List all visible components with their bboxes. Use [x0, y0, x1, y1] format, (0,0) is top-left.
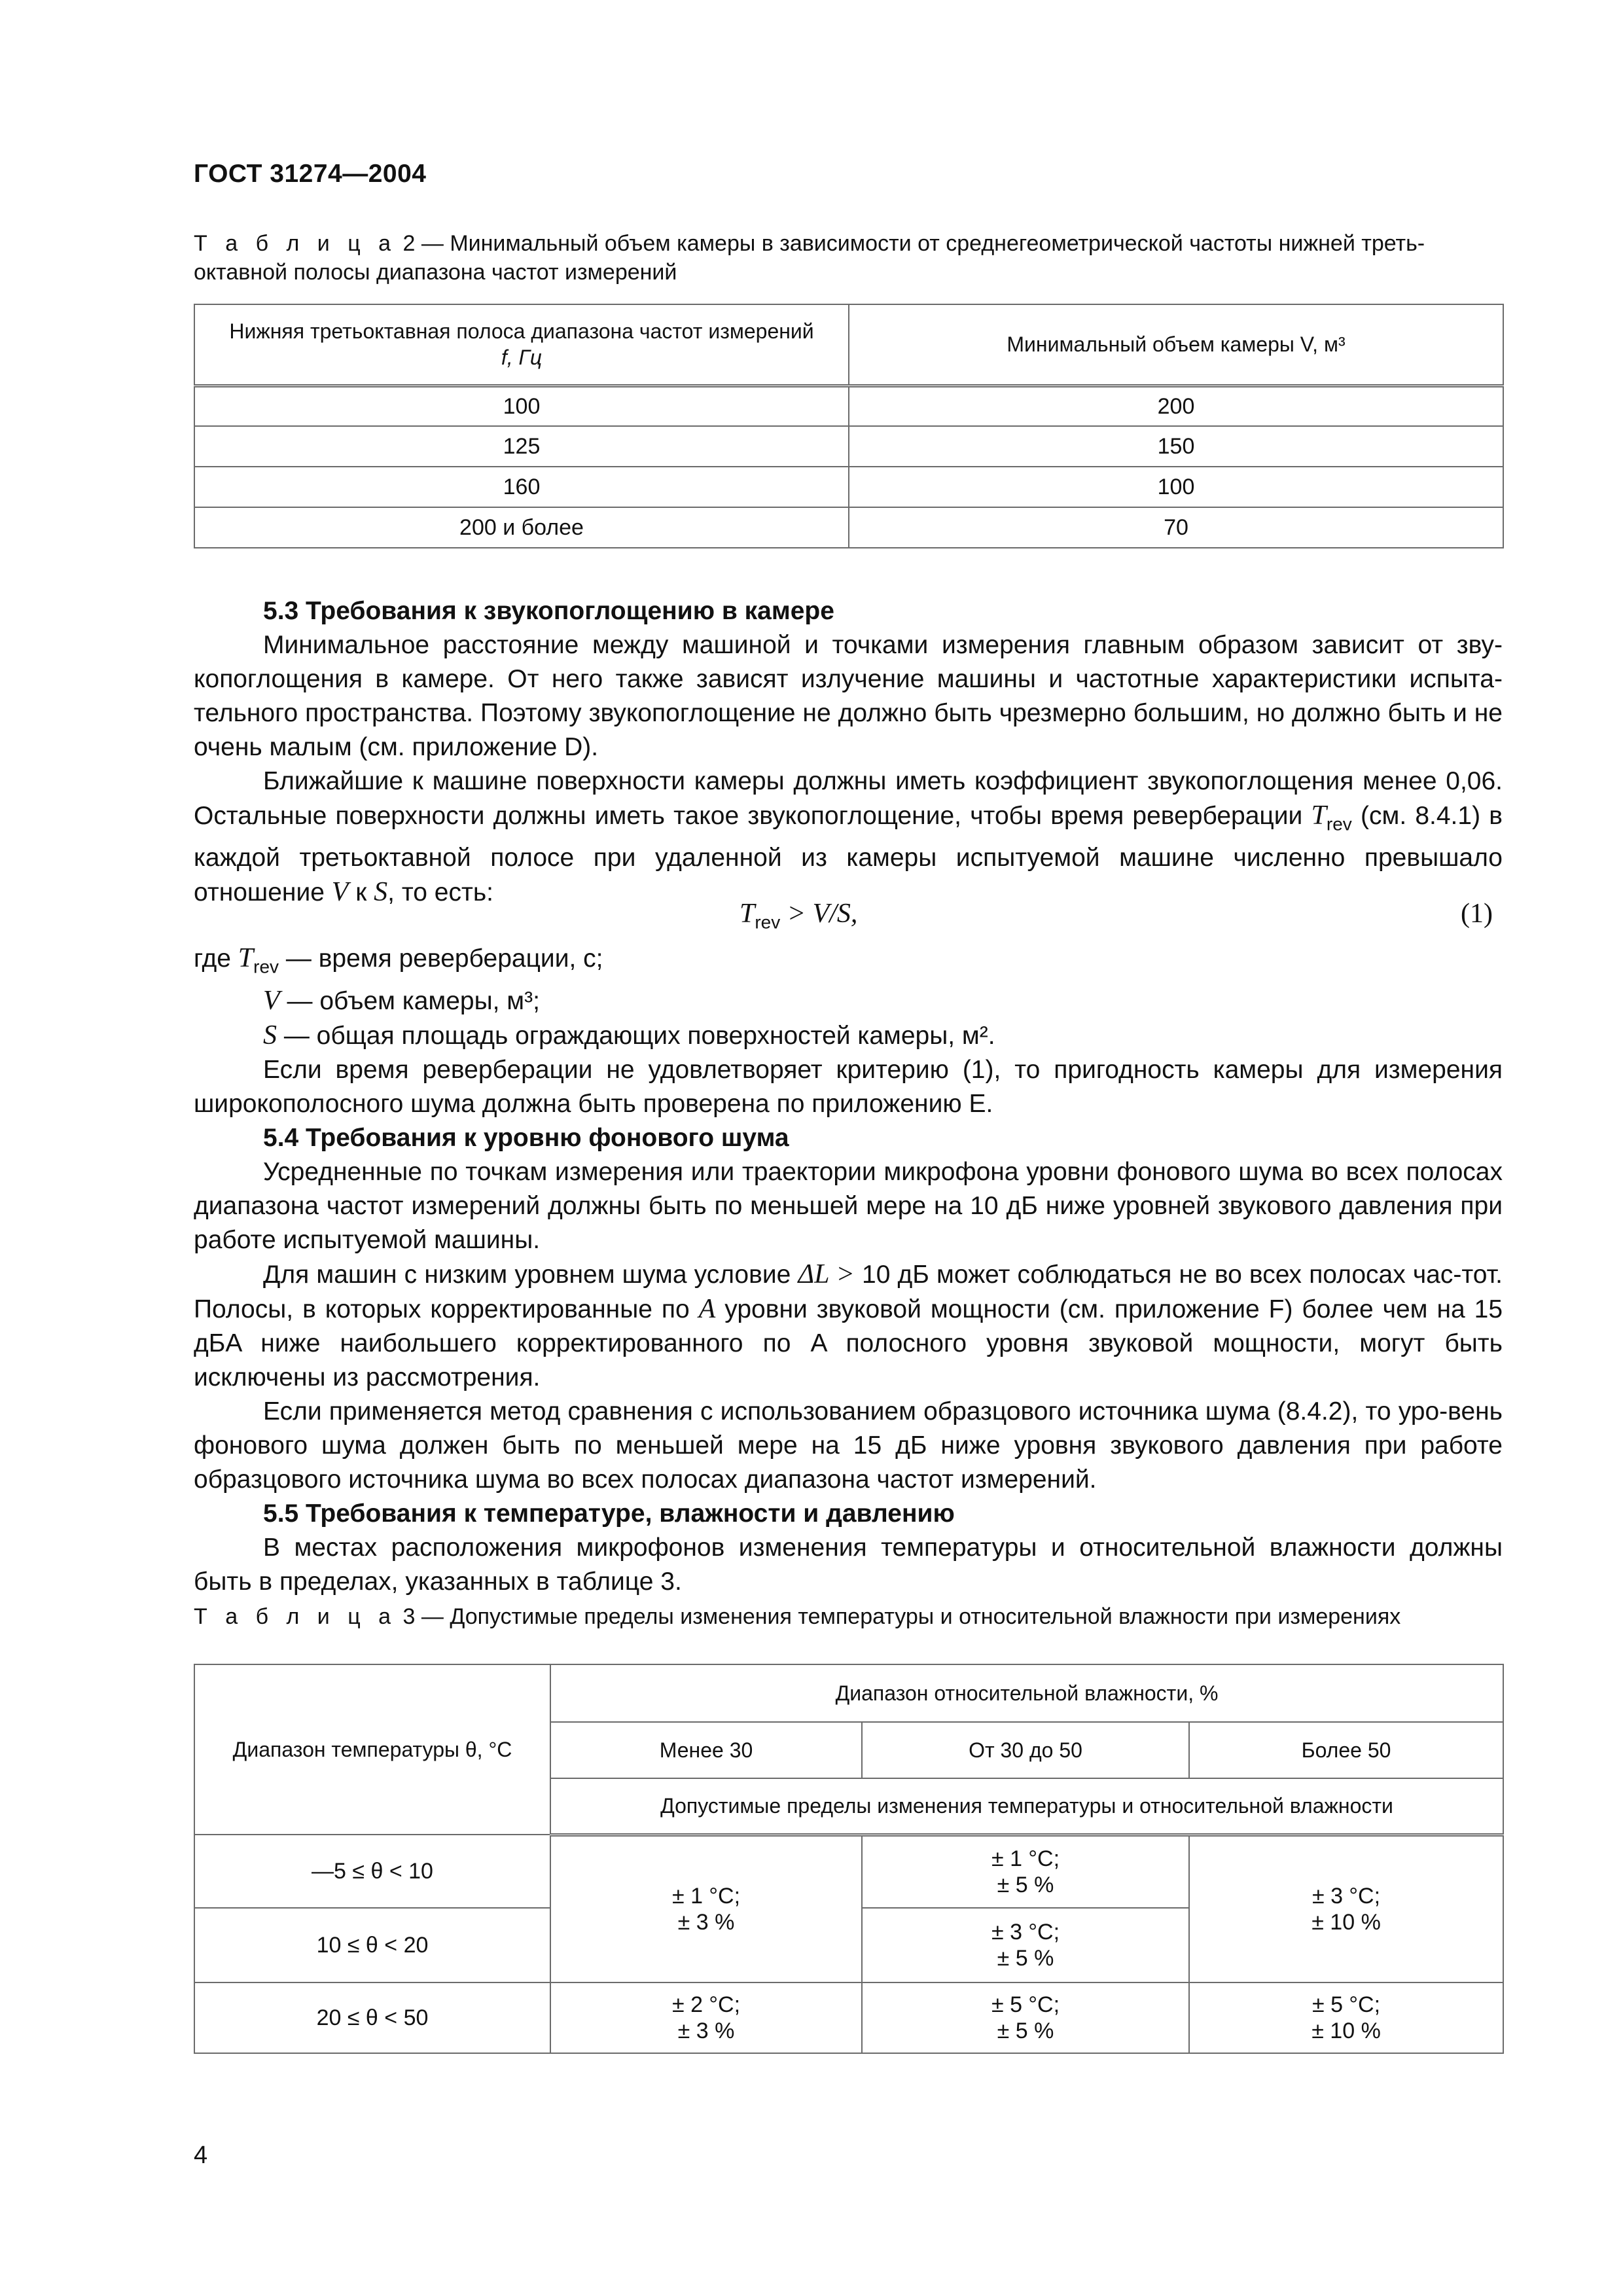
cell-line: ± 10 %	[1311, 2018, 1381, 2043]
cell-line: ± 2 °С;	[671, 1992, 741, 2017]
formula-trev-t: T	[740, 899, 755, 929]
table2-col1-header-line1: Нижняя третьоктавная полоса диапазона частот измерений	[229, 319, 814, 344]
section-5-5-heading: 5.5 Требования к температуре, влажности и давлению	[263, 1499, 955, 1528]
p2-text-b: (см. 8.4.1) в каждой третьоктавной полосе при удаленной из камеры испытуемой машине численно превышало отношение	[194, 802, 1503, 907]
cell-line: ± 10 %	[1311, 1909, 1381, 1935]
table3-cell-r12-c1	[550, 1835, 862, 1982]
section-5-4-heading: 5.4 Требования к уровню фонового шума	[263, 1124, 789, 1153]
trev-sub: rev	[1326, 814, 1352, 834]
table2-caption	[194, 229, 1496, 287]
delta-l-condition: ΔL >	[798, 1259, 855, 1290]
s54-p2-c: уровни звуковой мощности (см. приложение F) более чем на 15 дБA ниже наибольшего корректированного по A полосного уровня звуковой мощности, могут быть исключены из рассмотрения.	[194, 1295, 1503, 1392]
section-5-3-heading: 5.3 Требования к звукопоглощению в камере	[263, 597, 834, 625]
cell-line: ± 3 %	[677, 2018, 735, 2043]
table2-caption-text-line2: октавной полосы диапазона частот измерений	[194, 260, 677, 285]
table2-caption-number: 2	[402, 231, 416, 256]
section-5-3-paragraph-2	[194, 764, 1503, 910]
table2-band-cell: 125	[194, 426, 849, 467]
table3-caption-text: — Допустимые пределы изменения температуры и относительной влажности при измерениях	[421, 1604, 1401, 1629]
page-number: 4	[194, 2142, 208, 2169]
where-v-text: — объем камеры, м³;	[287, 987, 540, 1016]
formula-trev-sub: rev	[755, 912, 781, 933]
table2-band-cell: 100	[194, 386, 849, 426]
where-trev-text: — время реверберации, с;	[285, 944, 603, 973]
s54-p2-a: Для машин с низким уровнем шума условие	[263, 1261, 791, 1289]
v-symbol: V	[331, 877, 349, 908]
table3-cell-r3-c1	[550, 1982, 862, 2053]
table3-temp-header: Диапазон температуры θ, °С	[194, 1664, 550, 1835]
table3-humidity-col3: Более 50	[1189, 1722, 1503, 1778]
where-trev-sub: rev	[253, 956, 279, 977]
table3-cell-r1-c2	[862, 1835, 1189, 1908]
standard-header: ГОСТ 31274—2004	[194, 160, 427, 188]
table2-caption-label: Т а б л и ц а	[194, 231, 397, 256]
table2-band-cell: 200 и более	[194, 507, 849, 548]
table3-temp-range: —5 ≤ θ < 10	[194, 1835, 550, 1908]
table-row	[194, 386, 1503, 426]
a-weight-symbol: A	[698, 1294, 716, 1325]
where-trev	[194, 941, 1503, 984]
section-5-4-paragraph-3: Если применяется метод сравнения с использованием образцового источника шума (8.4.2), то уро-вень фонового шума должен быть по меньшей мере на 15 дБ ниже уровня звукового давления при работе образцового источника шума во всех полосах диапазона частот измерений.	[194, 1397, 1503, 1494]
table3-header-row-1	[194, 1664, 1503, 1722]
table2	[194, 304, 1504, 548]
cell-line: ± 1 °С;	[671, 1883, 741, 1909]
cell-line: ± 5 %	[997, 1946, 1054, 1971]
section-5-3-paragraph-3: Если время реверберации не удовлетворяет критерию (1), то пригодность камеры для измерения широкополосного шума должна быть проверена по приложению E.	[194, 1056, 1503, 1119]
table3-caption	[194, 1602, 1496, 1631]
where-s-symbol: S	[263, 1020, 277, 1051]
p2-text-c: к	[355, 878, 367, 907]
where-trev-symbol	[238, 943, 279, 977]
cell-line: ± 5 °С;	[1311, 1992, 1381, 2017]
formula-number: (1)	[1461, 899, 1493, 929]
where-s	[194, 1018, 1503, 1053]
table3-humidity-col2: От 30 до 50	[862, 1722, 1189, 1778]
table2-volume-cell: 100	[849, 467, 1503, 507]
cell-line: ± 5 %	[997, 1872, 1054, 1897]
where-s-text: — общая площадь ограждающих поверхностей камеры, м².	[283, 1022, 995, 1050]
section-5-3-paragraph-1: Минимальное расстояние между машиной и точками измерения главным образом зависит от зву-копоглощения в камере. От него также зависят излучение машины и частотные характеристики испыта-тельного пространства. Поэтому звукопоглощение не должно быть чрезмерно большим, но должно быть и не очень малым (см. приложение D).	[194, 631, 1503, 761]
trev-symbol	[1311, 800, 1352, 834]
cell-line: ± 1 °С;	[991, 1846, 1060, 1871]
s-symbol: S	[374, 877, 388, 908]
table3-caption-label: Т а б л и ц а	[194, 1604, 397, 1629]
table-row	[194, 1982, 1503, 2053]
table3-humidity-header: Диапазон относительной влажности, %	[550, 1664, 1503, 1722]
table-row	[194, 426, 1503, 467]
where-v	[194, 984, 1503, 1018]
p2-text-d: , то есть:	[387, 878, 493, 907]
table-row	[194, 467, 1503, 507]
where-trev-t: T	[238, 943, 254, 973]
table3-temp-range: 20 ≤ θ < 50	[194, 1982, 550, 2053]
s54-p2-b: 10 дБ может соблюдаться не во всех полосах час-тот. Полосы, в которых корректированные по	[194, 1261, 1503, 1324]
formula-1	[740, 898, 857, 933]
section-5-3-continued	[194, 941, 1503, 1599]
cell-line: ± 5 °С;	[991, 1992, 1060, 2017]
section-5-4-paragraph-1: Усредненные по точкам измерения или траектории микрофона уровни фонового шума во всех полосах диапазона частот измерений должны быть по меньшей мере на 10 дБ ниже уровней звукового давления при работе испытуемой машины.	[194, 1158, 1503, 1255]
table2-volume-cell: 70	[849, 507, 1503, 548]
where-v-symbol: V	[263, 986, 280, 1016]
table3-cell-r2-c2	[862, 1908, 1189, 1982]
table3-humidity-col1: Менее 30	[550, 1722, 862, 1778]
table3	[194, 1664, 1504, 2054]
table2-caption-text: — Минимальный объем камеры в зависимости от среднегеометрической частоты нижней треть-	[421, 231, 1425, 256]
section-5-5-paragraph-1: В местах расположения микрофонов изменения температуры и относительной влажности должны быть в пределах, указанных в таблице 3.	[194, 1534, 1503, 1596]
cell-line: ± 3 %	[677, 1909, 735, 1935]
section-5-4-paragraph-2	[194, 1257, 1503, 1395]
table2-header-row	[194, 304, 1503, 386]
table3-limits-header: Допустимые пределы изменения температуры и относительной влажности	[550, 1778, 1503, 1835]
table-row	[194, 1835, 1503, 1908]
cell-line: ± 3 °С;	[991, 1920, 1060, 1945]
table2-volume-cell: 150	[849, 426, 1503, 467]
table2-col2-header: Минимальный объем камеры V, м³	[849, 304, 1503, 386]
section-5-3	[194, 594, 1503, 910]
table3-caption-number: 3	[402, 1604, 416, 1629]
table3-cell-r3-c3	[1189, 1982, 1503, 2053]
table2-col1-header-line2: f, Гц	[501, 346, 543, 370]
table3-cell-r3-c2	[862, 1982, 1189, 2053]
table-row	[194, 507, 1503, 548]
trev-t: T	[1311, 800, 1327, 831]
table2-col1-header	[194, 304, 849, 386]
table3-temp-range: 10 ≤ θ < 20	[194, 1908, 550, 1982]
table2-volume-cell: 200	[849, 386, 1503, 426]
where-label: где	[194, 944, 231, 973]
table2-band-cell: 160	[194, 467, 849, 507]
table3-cell-r12-c3	[1189, 1835, 1503, 1982]
formula-rhs: > V/S,	[787, 899, 858, 929]
cell-line: ± 3 °С;	[1311, 1883, 1381, 1909]
cell-line: ± 5 %	[997, 2018, 1054, 2043]
p2-text-a: Ближайшие к машине поверхности камеры должны иметь коэффициент звукопоглощения менее 0,06. Остальные поверхности должны иметь такое звукопоглощение, чтобы время реверберации	[194, 767, 1503, 830]
